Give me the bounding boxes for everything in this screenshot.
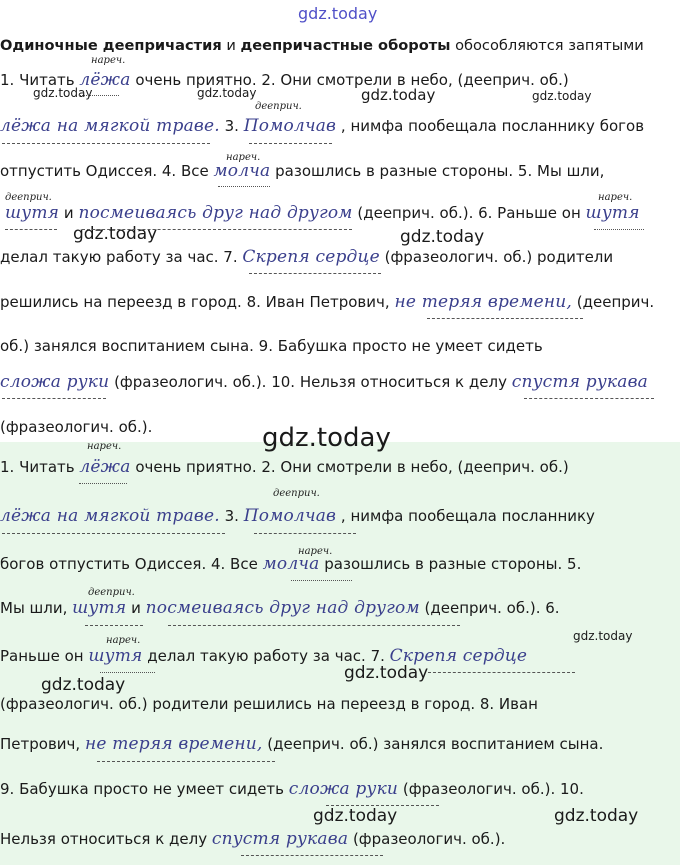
text-line (0, 247, 613, 267)
text-line (0, 734, 603, 754)
text-run: 3. (219, 507, 244, 525)
watermark: gdz.today (73, 224, 158, 244)
intro-and: и (221, 37, 241, 54)
text-run: 3. (219, 117, 244, 135)
text-run: Нельзя относиться к делу (0, 830, 212, 848)
underline-phrase (97, 761, 275, 762)
highlighted-phrase: посмеиваясь друг над другом (78, 203, 353, 223)
underline-phrase (2, 533, 225, 534)
text-line (0, 116, 644, 136)
text-run: 1. Читать (0, 458, 80, 476)
text-line (0, 554, 581, 574)
text-run: об.) занялся воспитанием сына. 9. Бабушка просто не умеет сидеть (0, 337, 543, 355)
underline-phrase (249, 273, 381, 274)
text-line (0, 372, 648, 392)
annotation-deeprich: дееприч. (5, 192, 52, 203)
watermark: gdz.today (361, 86, 436, 104)
text-line (0, 70, 569, 90)
underline-phrase (524, 398, 654, 399)
text-run: (дееприч. об.) занялся воспитанием сына. (262, 735, 604, 753)
underline-phrase (168, 625, 460, 626)
highlighted-word: шутя (585, 203, 640, 223)
watermark: gdz.today (573, 629, 633, 643)
text-run: Мы шли, (0, 599, 73, 617)
highlighted-word: шутя (88, 646, 143, 666)
text-line (0, 336, 543, 356)
text-run: делал такую работу за час. 7. (0, 248, 243, 266)
underline-word (254, 533, 356, 534)
text-run: разошлись в разные стороны. 5. Мы шли, (270, 162, 605, 180)
annotation-narech: нареч. (106, 635, 141, 646)
underline-word (249, 143, 332, 144)
underline-phrase (241, 855, 383, 856)
highlighted-phrase: сложа руки (288, 779, 399, 799)
underline-adverb (79, 483, 127, 484)
watermark: gdz.today (400, 227, 485, 247)
annotation-narech: нареч. (91, 55, 126, 66)
highlighted-phrase: спустя рукава (211, 829, 349, 849)
text-run: 1. Читать (0, 71, 80, 89)
watermark: gdz.today (313, 806, 398, 826)
underline-word (85, 625, 143, 626)
highlighted-word: шутя (5, 203, 60, 223)
underline-phrase (427, 318, 583, 319)
text-line (0, 646, 527, 666)
text-line (0, 292, 654, 312)
underline-adverb (594, 229, 644, 230)
watermark: gdz.today (41, 675, 126, 695)
intro-term-participle: Одиночные деепричастия (0, 37, 222, 54)
text-run: (фразеологич. об.). (348, 830, 506, 848)
text-run: (фразеологич. об.). 10. Нельзя относиться к делу (109, 373, 512, 391)
text-line (0, 829, 505, 849)
text-run: (фразеологич. об.). (0, 418, 153, 436)
underline-phrase (428, 672, 575, 673)
annotation-deeprich: дееприч. (273, 488, 320, 499)
highlighted-word: молча (262, 554, 320, 574)
text-run: Раньше он (0, 647, 89, 665)
watermark: gdz.today (532, 89, 592, 103)
text-run: делал такую работу за час. 7. (142, 647, 390, 665)
text-run: (фразеологич. об.) родители решились на переезд в город. 8. Иван (0, 695, 538, 713)
watermark: gdz.today (554, 806, 639, 826)
text-line (0, 506, 595, 526)
highlighted-phrase: лёжа на мягкой траве. (0, 506, 220, 526)
text-run: (дееприч. об.). 6. (419, 599, 560, 617)
watermark: gdz.today (33, 86, 93, 100)
underline-phrase (2, 398, 106, 399)
underline-adverb (79, 95, 119, 96)
underline-word (5, 229, 57, 230)
text-line (0, 161, 604, 181)
annotation-narech: нареч. (226, 152, 261, 163)
highlighted-phrase: Скрепя сердце (242, 247, 380, 267)
watermark: gdz.today (262, 423, 391, 453)
underline-phrase (326, 805, 439, 806)
underline-adverb (100, 672, 155, 673)
highlighted-phrase: сложа руки (0, 372, 110, 392)
highlighted-phrase: не теряя времени, (84, 734, 263, 754)
text-run: (дееприч. (572, 293, 655, 311)
annotation-narech: нареч. (87, 441, 122, 452)
underline-adverb (218, 186, 270, 187)
text-run: Петрович, (0, 735, 85, 753)
text-line (0, 694, 538, 714)
text-line (0, 417, 152, 437)
highlighted-word: молча (213, 161, 271, 181)
text-run: и (126, 599, 146, 617)
highlighted-phrase: спустя рукава (511, 372, 649, 392)
watermark-top: gdz.today (298, 4, 378, 23)
highlighted-phrase: посмеиваясь друг над другом (145, 598, 420, 618)
highlighted-word: шутя (72, 598, 127, 618)
text-run: , нимфа пообещала посланнику богов (336, 117, 645, 135)
text-run: и (59, 204, 79, 222)
text-run: очень приятно. 2. Они смотрели в небо, (дееприч. об.) (130, 71, 569, 89)
text-run: (дееприч. об.). 6. Раньше он (352, 204, 586, 222)
intro-sentence (0, 36, 644, 56)
text-line (0, 598, 560, 618)
text-line (0, 779, 584, 799)
text-run: , нимфа пообещала посланнику (336, 507, 595, 525)
highlighted-word: Помолчав (243, 506, 337, 526)
highlighted-phrase: Скрепя сердце (389, 646, 528, 666)
text-line (0, 203, 640, 223)
intro-term-phrase: деепричастные обороты (240, 37, 451, 54)
underline-phrase (82, 229, 352, 230)
underline-adverb (291, 580, 352, 581)
intro-rest: обособляются запятыми (450, 37, 644, 54)
text-run: богов отпустить Одиссея. 4. Все (0, 555, 263, 573)
underline-phrase (2, 143, 210, 144)
text-run: решились на переезд в город. 8. Иван Петрович, (0, 293, 395, 311)
text-run: 9. Бабушка просто не умеет сидеть (0, 780, 289, 798)
highlighted-word: Помолчав (243, 116, 337, 136)
text-run: отпустить Одиссея. 4. Все (0, 162, 214, 180)
annotation-deeprich: дееприч. (88, 587, 135, 598)
annotation-narech: нареч. (298, 546, 333, 557)
text-line (0, 457, 569, 477)
text-run: (фразеологич. об.) родители (379, 248, 614, 266)
highlighted-word: лёжа (79, 457, 131, 477)
highlighted-word: лёжа (79, 70, 131, 90)
text-run: (фразеологич. об.). 10. (398, 780, 584, 798)
text-run: разошлись в разные стороны. 5. (319, 555, 582, 573)
text-run: очень приятно. 2. Они смотрели в небо, (дееприч. об.) (130, 458, 569, 476)
annotation-deeprich: дееприч. (255, 101, 302, 112)
watermark: gdz.today (197, 86, 257, 100)
highlighted-phrase: не теряя времени, (394, 292, 573, 312)
highlighted-phrase: лёжа на мягкой траве. (0, 116, 220, 136)
annotation-narech: нареч. (598, 192, 633, 203)
watermark: gdz.today (344, 663, 429, 683)
